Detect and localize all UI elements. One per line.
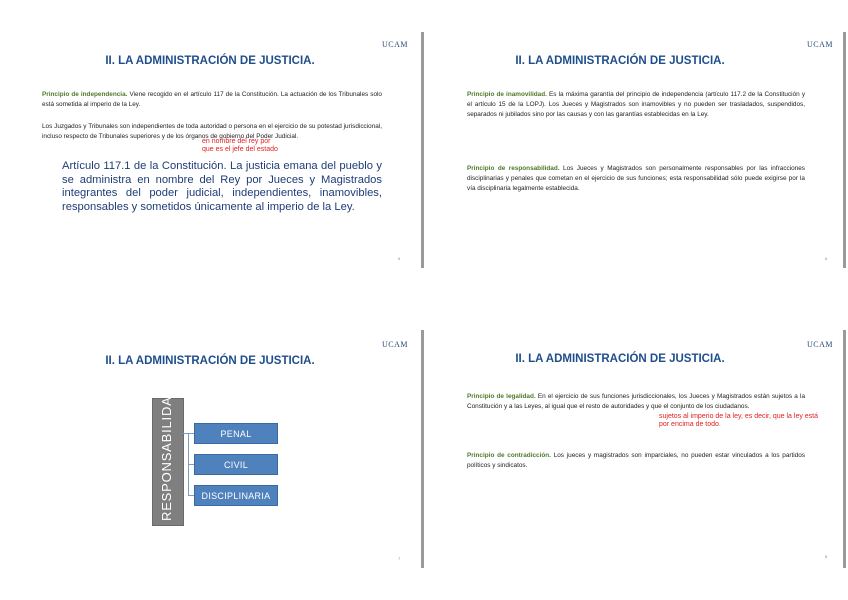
slide-title: II. LA ADMINISTRACIÓN DE JUSTICIA. [515, 353, 725, 365]
principle-heading: Principio de responsabilidad. [467, 165, 560, 172]
paragraph-legalidad [467, 392, 805, 412]
handwritten-note: en nombre del rey por que es el jefe del estado [202, 138, 278, 153]
paragraph-text: En el ejercicio de sus funciones jurisdiccionales, los Jueces y Magistrados están sujetos a la Constitución y a las Leyes, al igual que el resto de autoridades y que el conjunto de los ciudadanos. [467, 393, 806, 410]
slide-separator [421, 330, 424, 568]
slide-separator [843, 330, 846, 568]
paragraph-text: Los Juzgados y Tribunales son independientes de toda autoridad o persona en el ejercicio de su potestad jurisdiccional, incluso respecto de Tribunales superiores y de los órganos de gobierno del Poder Judicial. [42, 123, 382, 140]
article-quote: Artículo 117.1 de la Constitución. La justicia emana del pueblo y se administra en nombre del Rey por Jueces y Magistrados integrantes del poder judicial, independientes, inamovibles, responsables y sometidos únicamente al imperio de la Ley. [62, 160, 382, 213]
slide-2[interactable] [455, 30, 841, 270]
ucam-logo: UCAM [807, 40, 834, 49]
slide-title: II. LA ADMINISTRACIÓN DE JUSTICIA. [515, 55, 725, 67]
box-civil: CIVIL [194, 454, 278, 475]
box-penal: PENAL [194, 423, 278, 444]
slide-title: II. LA ADMINISTRACIÓN DE JUSTICIA. [105, 355, 315, 367]
page-number: 6 [825, 256, 828, 261]
paragraph-responsabilidad [467, 164, 805, 194]
paragraph-independencia [42, 90, 382, 110]
slide-3[interactable] [30, 330, 418, 570]
paragraph-text: Es la máxima garantía del principio de independencia (artículo 117.2 de la Constitución y el artículo 15 de la LOPJ). Los Jueces y Magistrados son inamovibles y no pueden ser trasladados, suspendidos, separados ni jubilados sino por las causas y con las garantías establecidas en la Ley. [467, 91, 806, 118]
slide-separator [843, 32, 846, 268]
ucam-logo: UCAM [382, 40, 409, 49]
responsabilidad-box [152, 386, 184, 526]
slide-1[interactable] [30, 30, 418, 270]
page-number: 7 [398, 556, 401, 561]
principle-heading: Principio de contradicción. [467, 452, 551, 459]
principle-heading: Principio de independencia. [42, 91, 128, 98]
box-disciplinaria: DISCIPLINARIA [194, 485, 278, 506]
principle-heading: Principio de inamovilidad. [467, 91, 547, 98]
responsabilidad-label: RESPONSABILIDAD [159, 386, 174, 521]
paragraph-text: Viene recogido en el artículo 117 de la Constitución. La actuación de los Tribunales solo está sometida al imperio de la Ley. [42, 91, 382, 108]
page-number: 5 [398, 256, 401, 261]
paragraph-text: Los Jueces y Magistrados son personalmente responsables por las infracciones disciplinarias y penales que cometan en el ejercicio de sus funciones; esta responsabilidad sólo puede exigirse por la vía disciplinaria legalmente establecida. [467, 165, 805, 192]
page-number: 8 [825, 554, 828, 559]
slide-title: II. LA ADMINISTRACIÓN DE JUSTICIA. [105, 55, 315, 67]
handwritten-note: sujetos al imperio de la ley, es decir, que la ley está por encima de todo. [659, 413, 819, 428]
slide-4[interactable] [455, 330, 841, 570]
principle-heading: Principio de legalidad. [467, 393, 536, 400]
paragraph-inamovilidad [467, 90, 805, 120]
ucam-logo: UCAM [807, 340, 834, 349]
paragraph-contradiccion [467, 451, 805, 471]
slide-separator [421, 32, 424, 268]
paragraph-text: Los jueces y magistrados son imparciales, no pueden estar vinculados a los partidos políticos y sindicatos. [467, 452, 805, 469]
ucam-logo: UCAM [382, 340, 409, 349]
